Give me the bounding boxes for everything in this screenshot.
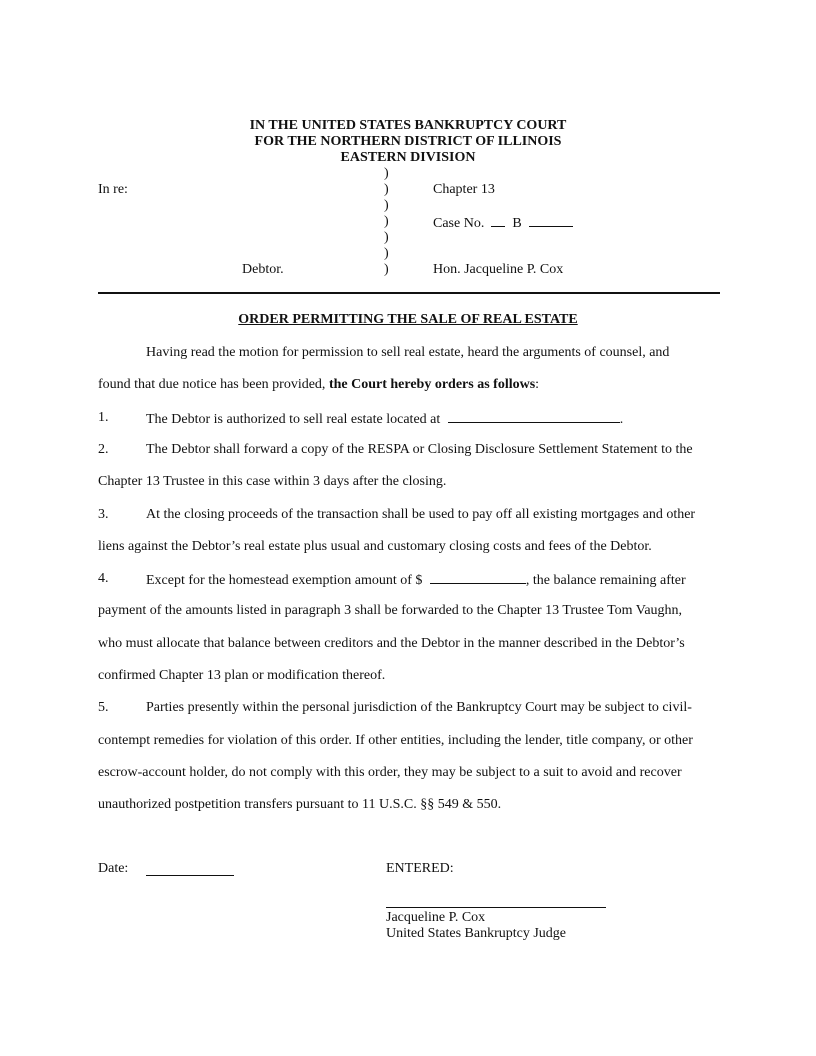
intro-colon: : [535,377,540,392]
caption-paren: ) [384,166,389,181]
case-b-letter: B [512,216,522,231]
court-district: FOR THE NORTHERN DISTRICT OF ILLINOIS [254,134,562,149]
paragraph-5-line-1: Parties presently within the personal jurisdiction of the Bankruptcy Court may be subject to civil- [146,700,692,715]
paragraph-1-text: The Debtor is authorized to sell real estate located at [146,412,441,427]
paragraph-2-line-2: Chapter 13 Trustee in this case within 3 days after the closing. [98,474,447,489]
caption-paren: ) [384,262,389,277]
exemption-amount-blank[interactable] [430,571,526,584]
paragraph-4-line-1 [146,571,686,589]
intro-line-2 [98,377,539,393]
date-blank[interactable] [146,863,234,876]
entered-label: ENTERED: [386,861,454,876]
paragraph-4-text-b: , the balance remaining after [525,573,686,588]
paragraph-4-number: 4. [98,571,109,586]
paragraph-4-line-4: confirmed Chapter 13 plan or modification thereof. [98,668,386,683]
judge-signature-title: United States Bankruptcy Judge [386,926,567,941]
paragraph-3-line-2: liens against the Debtor’s real estate plus usual and customary closing costs and fees of the Debtor. [98,539,652,554]
caption-paren: ) [384,246,389,261]
in-re-label: In re: [98,182,128,197]
paragraph-5-line-4: unauthorized postpetition transfers pursuant to 11 U.S.C. §§ 549 & 550. [98,797,502,812]
paragraph-5-line-3: escrow-account holder, do not comply with this order, they may be subject to a suit to avoid and recover [98,765,682,780]
paragraph-2-number: 2. [98,442,109,457]
case-number [433,214,573,232]
caption-paren: ) [384,230,389,245]
caption-paren: ) [384,214,389,229]
judge-signature-name: Jacqueline P. Cox [386,910,486,925]
paragraph-3-line-1: At the closing proceeds of the transaction shall be used to pay off all existing mortgages and other [146,507,696,522]
case-blank-1[interactable] [491,214,505,227]
paragraph-1-period: . [619,412,624,427]
debtor-label: Debtor. [242,262,284,277]
paragraph-3-number: 3. [98,507,109,522]
chapter-label: Chapter 13 [433,182,495,197]
court-division: EASTERN DIVISION [340,150,476,165]
paragraph-2-line-1: The Debtor shall forward a copy of the RESPA or Closing Disclosure Settlement Statement to the [146,442,693,457]
paragraph-4-text-a: Except for the homestead exemption amount of $ [146,573,423,588]
paragraph-4-line-2: payment of the amounts listed in paragraph 3 shall be forwarded to the Chapter 13 Trustee Tom Vaughn, [98,603,683,618]
intro-text: found that due notice has been provided, [98,377,329,392]
case-no-label: Case No. [433,216,485,231]
case-blank-2[interactable] [529,214,573,227]
paragraph-1-number: 1. [98,410,109,425]
paragraph-4-line-3: who must allocate that balance between creditors and the Debtor in the manner described in the Debtor’s [98,636,685,651]
date-label: Date: [98,861,129,876]
caption-divider [98,292,720,294]
signature-line[interactable] [386,907,606,908]
caption-paren: ) [384,182,389,197]
paragraph-5-number: 5. [98,700,109,715]
judge-name: Hon. Jacqueline P. Cox [433,262,564,277]
order-title: ORDER PERMITTING THE SALE OF REAL ESTATE [238,312,578,327]
intro-line-1: Having read the motion for permission to sell real estate, heard the arguments of counsel, and [146,345,670,360]
paragraph-5-line-2: contempt remedies for violation of this order. If other entities, including the lender, title company, or other [98,733,693,748]
property-address-blank[interactable] [448,410,620,423]
court-name: IN THE UNITED STATES BANKRUPTCY COURT [249,118,567,133]
paragraph-1 [146,410,623,428]
intro-bold-text: the Court hereby orders as follows [328,377,536,392]
caption-paren: ) [384,198,389,213]
